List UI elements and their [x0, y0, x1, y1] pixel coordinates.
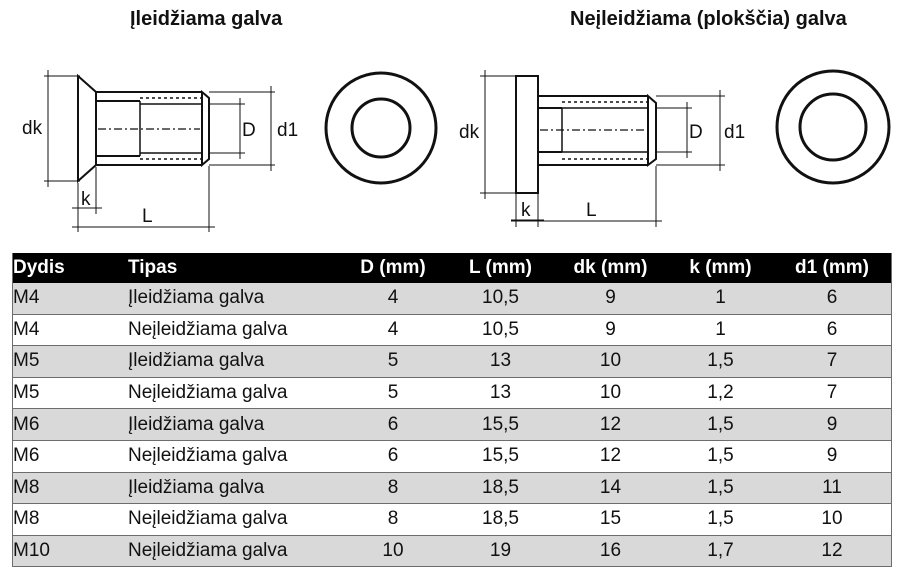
- cell-k: 1,2: [668, 377, 773, 409]
- cell-size: M5: [13, 346, 129, 378]
- cell-type: Neįleidžiama galva: [128, 440, 338, 472]
- cell-L: 15,5: [448, 409, 553, 441]
- cell-d1: 6: [773, 314, 892, 346]
- cell-size: M5: [13, 377, 129, 409]
- cell-dk: 10: [553, 346, 668, 378]
- cell-d1: 7: [773, 346, 892, 378]
- cell-d1: 9: [773, 440, 892, 472]
- flat-head-title: Neįleidžiama (plokščia) galva: [570, 8, 847, 30]
- cell-k: 1: [668, 314, 773, 346]
- cell-dk: 12: [553, 440, 668, 472]
- cell-type: Įleidžiama galva: [128, 409, 338, 441]
- countersunk-nut-side-view: [78, 76, 209, 181]
- countersunk-nut-end-view: [326, 73, 436, 183]
- table-row: [13, 283, 892, 314]
- table-row: [13, 535, 892, 567]
- cell-L: 13: [448, 346, 553, 378]
- cell-size: M6: [13, 440, 129, 472]
- cell-D: 5: [338, 377, 448, 409]
- cell-D: 4: [338, 314, 448, 346]
- cell-size: M8: [13, 472, 129, 504]
- spec-table: [12, 253, 892, 567]
- dim-label-L: L: [142, 206, 153, 227]
- cell-type: Neįleidžiama galva: [128, 504, 338, 536]
- cell-dk: 15: [553, 504, 668, 536]
- cell-size: M10: [13, 535, 129, 567]
- cell-k: 1,5: [668, 504, 773, 536]
- cell-type: Neįleidžiama galva: [128, 377, 338, 409]
- cell-d1: 7: [773, 377, 892, 409]
- cell-L: 18,5: [448, 472, 553, 504]
- cell-size: M6: [13, 409, 129, 441]
- cell-size: M4: [13, 283, 129, 314]
- cell-k: 1,7: [668, 535, 773, 567]
- cell-k: 1,5: [668, 409, 773, 441]
- flat-nut-side-view: [516, 76, 656, 193]
- table-row: [13, 472, 892, 504]
- col-header-k: k (mm): [668, 253, 773, 283]
- table-header-row: [13, 253, 892, 283]
- cell-D: 10: [338, 535, 448, 567]
- technical-drawings: [0, 0, 917, 250]
- cell-dk: 16: [553, 535, 668, 567]
- cell-D: 8: [338, 504, 448, 536]
- dim-label-D: D: [242, 120, 256, 141]
- cell-L: 10,5: [448, 283, 553, 314]
- cell-k: 1,5: [668, 472, 773, 504]
- dim-label-D-flat: D: [689, 122, 703, 143]
- cell-D: 5: [338, 346, 448, 378]
- cell-dk: 9: [553, 314, 668, 346]
- col-header-L: L (mm): [448, 253, 553, 283]
- table-row: [13, 314, 892, 346]
- dim-label-dk-flat: dk: [459, 122, 480, 143]
- col-header-size: Dydis: [13, 253, 129, 283]
- cell-type: Neįleidžiama galva: [128, 314, 338, 346]
- dim-label-k-flat: k: [521, 200, 531, 221]
- cell-type: Įleidžiama galva: [128, 283, 338, 314]
- cell-L: 13: [448, 377, 553, 409]
- table-row: [13, 504, 892, 536]
- col-header-dk: dk (mm): [553, 253, 668, 283]
- cell-size: M4: [13, 314, 129, 346]
- dim-label-dk: dk: [22, 118, 43, 139]
- table-row: [13, 440, 892, 472]
- cell-d1: 12: [773, 535, 892, 567]
- cell-k: 1,5: [668, 346, 773, 378]
- col-header-d1: d1 (mm): [773, 253, 892, 283]
- cell-dk: 9: [553, 283, 668, 314]
- flat-nut-end-view: [777, 71, 889, 183]
- cell-type: Neįleidžiama galva: [128, 535, 338, 567]
- cell-L: 10,5: [448, 314, 553, 346]
- col-header-type: Tipas: [128, 253, 338, 283]
- dim-label-k: k: [81, 189, 91, 210]
- cell-D: 8: [338, 472, 448, 504]
- cell-d1: 10: [773, 504, 892, 536]
- cell-L: 19: [448, 535, 553, 567]
- table-body: [13, 283, 892, 567]
- table-row: [13, 377, 892, 409]
- cell-d1: 6: [773, 283, 892, 314]
- countersunk-head-title: Įleidžiama galva: [130, 8, 283, 30]
- dim-label-L-flat: L: [586, 200, 597, 221]
- table-row: [13, 409, 892, 441]
- cell-type: Įleidžiama galva: [128, 472, 338, 504]
- cell-type: Įleidžiama galva: [128, 346, 338, 378]
- cell-dk: 12: [553, 409, 668, 441]
- cell-L: 18,5: [448, 504, 553, 536]
- dim-label-d1: d1: [277, 120, 299, 141]
- cell-k: 1,5: [668, 440, 773, 472]
- cell-dk: 10: [553, 377, 668, 409]
- cell-d1: 9: [773, 409, 892, 441]
- cell-D: 4: [338, 283, 448, 314]
- table-row: [13, 346, 892, 378]
- cell-D: 6: [338, 409, 448, 441]
- col-header-D: D (mm): [338, 253, 448, 283]
- cell-L: 15,5: [448, 440, 553, 472]
- dim-label-d1-flat: d1: [724, 122, 746, 143]
- cell-k: 1: [668, 283, 773, 314]
- cell-size: M8: [13, 504, 129, 536]
- cell-d1: 11: [773, 472, 892, 504]
- cell-dk: 14: [553, 472, 668, 504]
- cell-D: 6: [338, 440, 448, 472]
